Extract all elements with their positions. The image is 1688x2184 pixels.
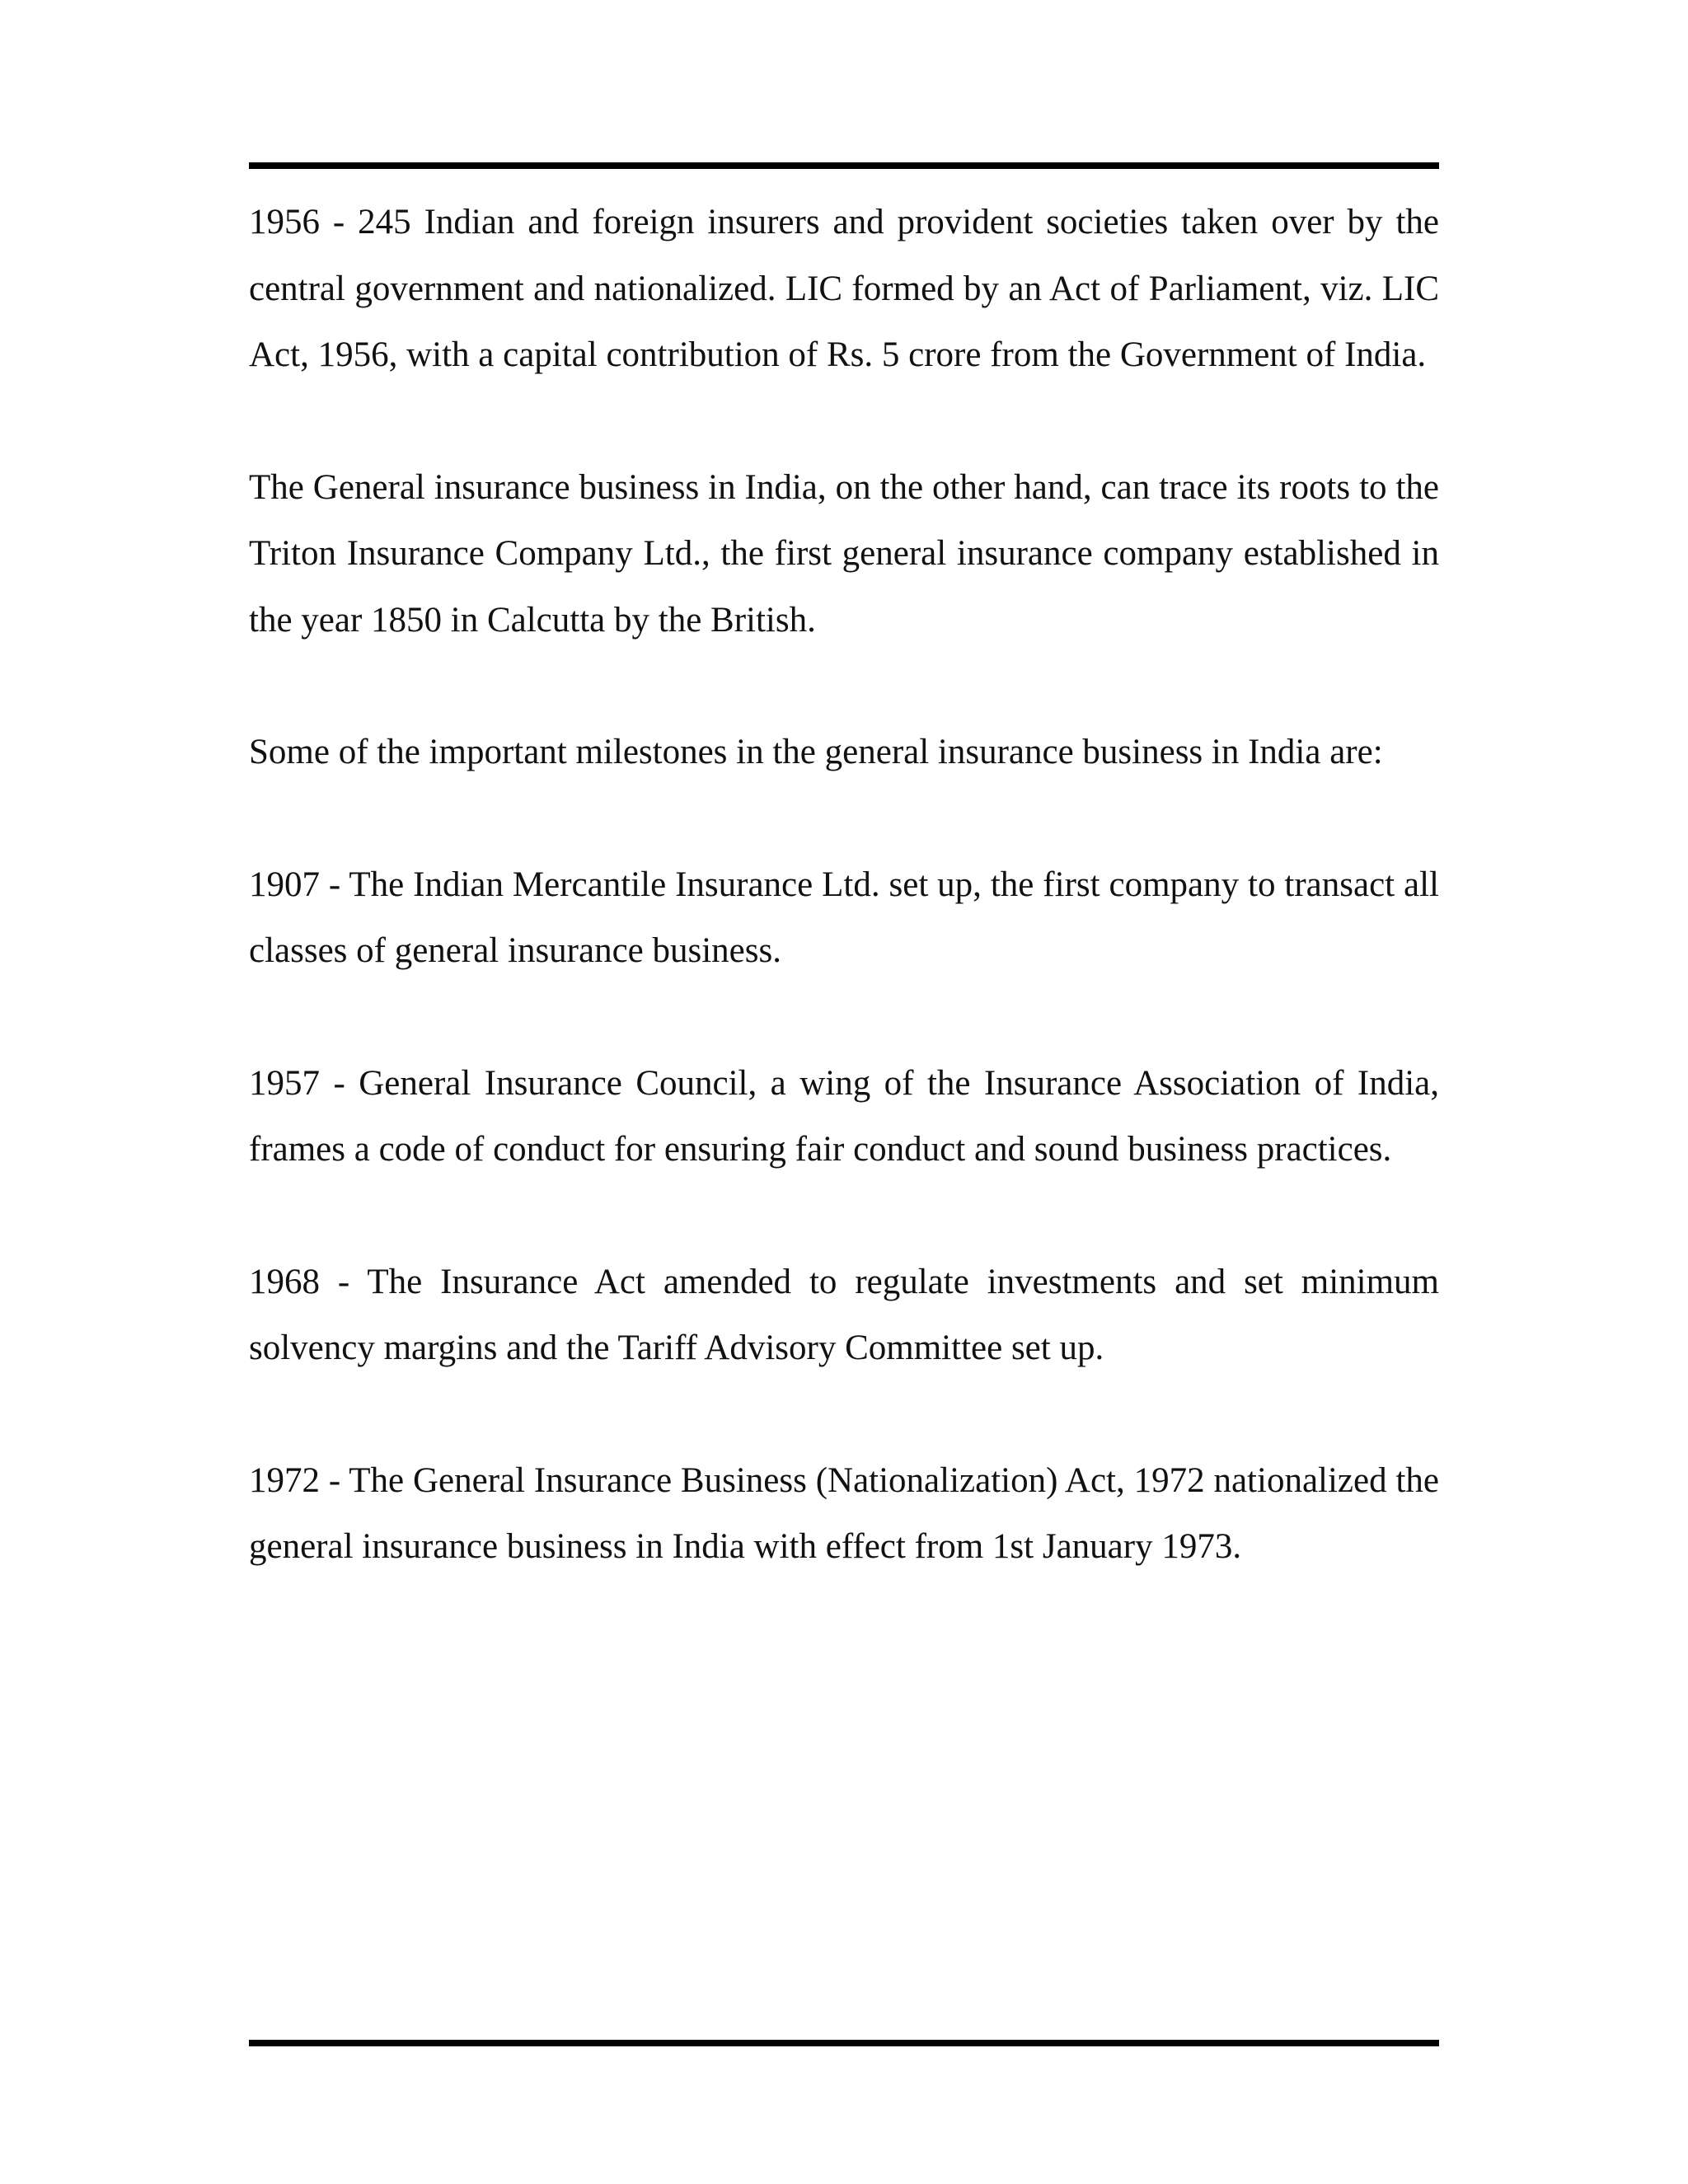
paragraph-milestone-1968: 1968 - The Insurance Act amended to regulate investments and set minimum solvency margins and the Tariff Advisory Committee set up. xyxy=(249,1262,1439,1367)
paragraph-milestone-1957: 1957 - General Insurance Council, a wing of the Insurance Association of India, frames a code of conduct for ensuring fair conduct and sound business practices. xyxy=(249,1063,1439,1169)
paragraph-milestones-intro: Some of the important milestones in the general insurance business in India are: xyxy=(249,733,1383,771)
paragraph-lic-1956: 1956 - 245 Indian and foreign insurers and provident societies taken over by the central government and nationalized. LIC formed by an Act of Parliament, viz. LIC Act, 1956, with a capital contribution of Rs. 5 crore from the Government of India. xyxy=(249,203,1439,374)
paragraph-milestone-1907: 1907 - The Indian Mercantile Insurance Ltd. set up, the first company to transact all classes of general insurance business. xyxy=(249,865,1439,970)
header-rule xyxy=(249,162,1439,169)
document-body xyxy=(249,190,1439,1647)
paragraph-general-insurance-origins: The General insurance business in India, on the other hand, can trace its roots to the Triton Insurance Company Ltd., the first general insurance company established in the year 1850 in Calcutta by the British. xyxy=(249,467,1439,640)
paragraph-milestone-1972: 1972 - The General Insurance Business (Nationalization) Act, 1972 nationalized the general insurance business in India with effect from 1st January 1973. xyxy=(249,1460,1439,1566)
footer-rule xyxy=(249,2040,1439,2046)
